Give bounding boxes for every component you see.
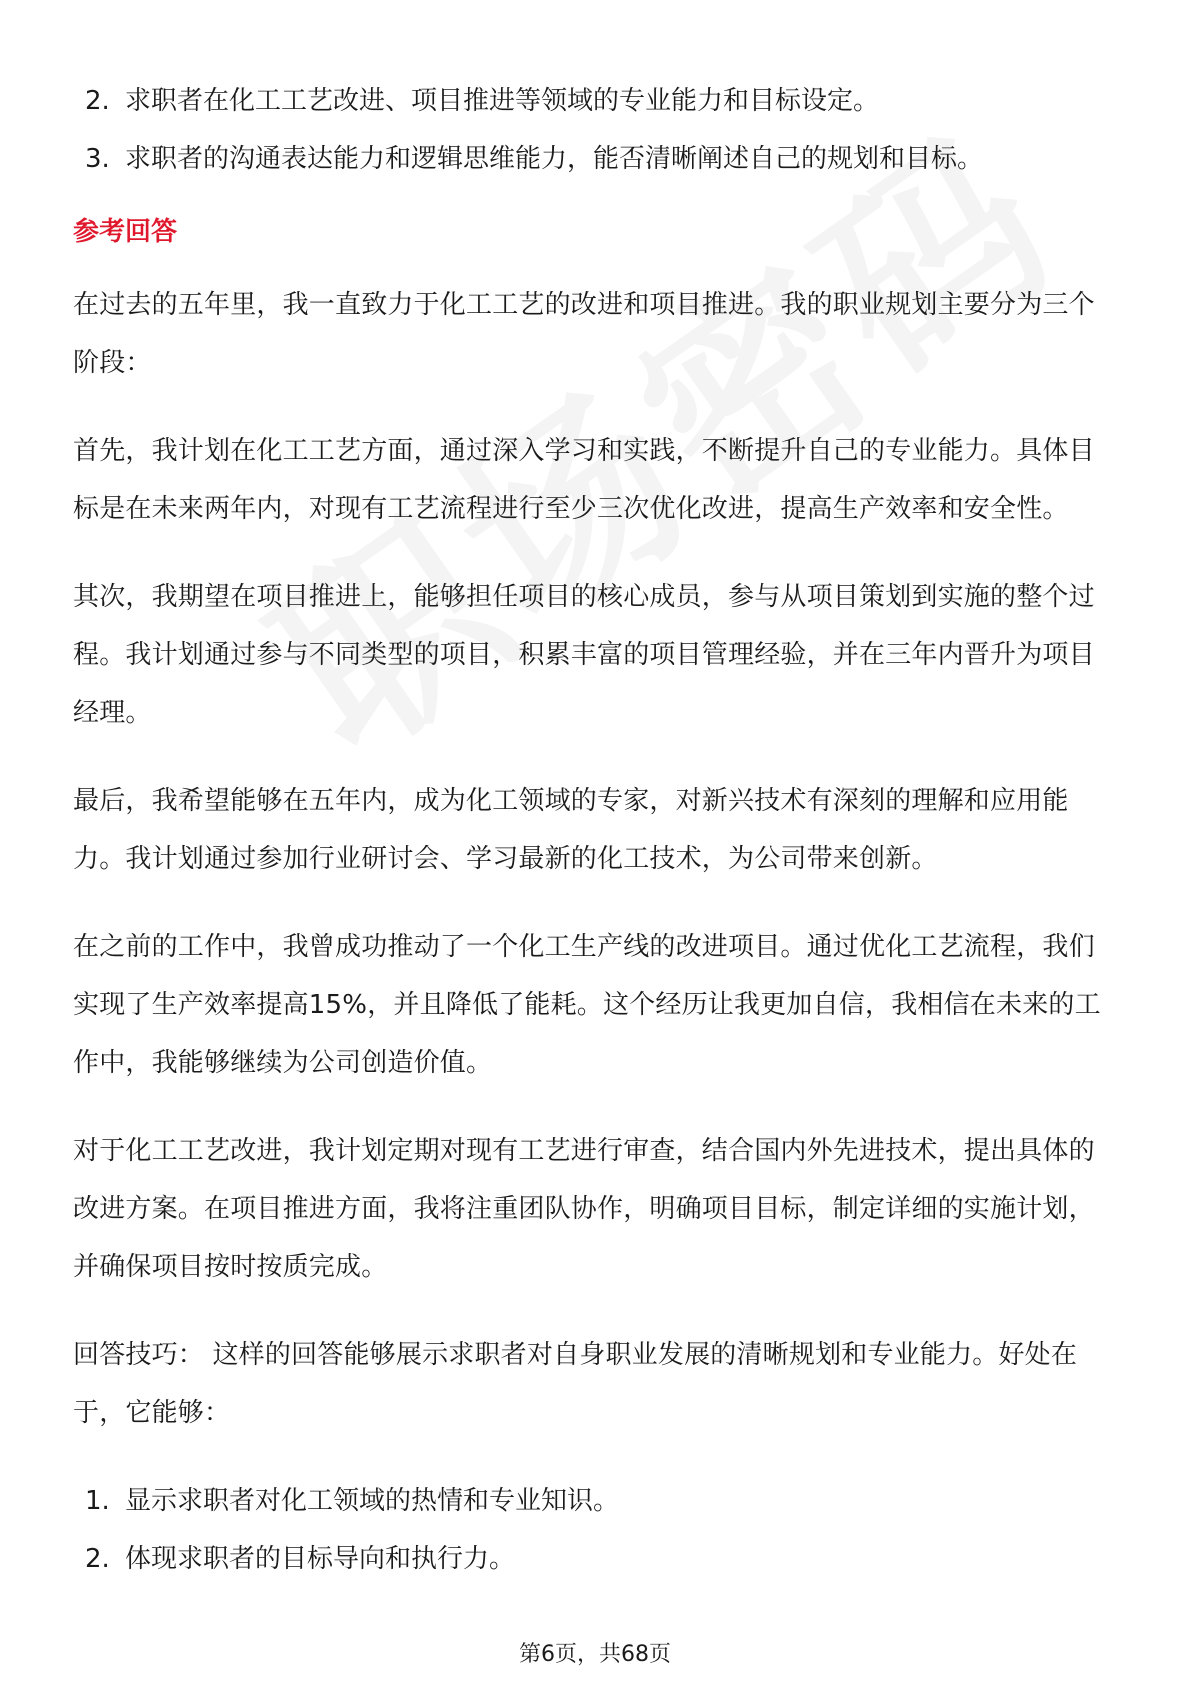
list-item-text: 求职者在化工工艺改进、项目推进等领域的专业能力和目标设定。 xyxy=(125,86,880,116)
paragraph: 其次，我期望在项目推进上，能够担任项目的核心成员，参与从项目策划到实施的整个过程。我计划通过参与不同类型的项目，积累丰富的项目管理经验，并在三年内晋升为项目经理。 xyxy=(73,582,1095,728)
list-item-number: 3. xyxy=(85,144,110,174)
top-numbered-list xyxy=(73,72,1118,188)
list-item xyxy=(73,1530,1118,1588)
list-item-number: 2. xyxy=(85,1544,110,1574)
paragraph: 在过去的五年里，我一直致力于化工工艺的改进和项目推进。我的职业规划主要分为三个阶段： xyxy=(73,290,1095,378)
list-item-text: 显示求职者对化工领域的热情和专业知识。 xyxy=(125,1486,620,1516)
paragraph: 首先，我计划在化工工艺方面，通过深入学习和实践，不断提升自己的专业能力。具体目标是在未来两年内，对现有工艺流程进行至少三次优化改进，提高生产效率和安全性。 xyxy=(73,436,1095,524)
list-item xyxy=(73,72,1118,130)
list-item xyxy=(73,130,1118,188)
paragraph: 回答技巧： 这样的回答能够展示求职者对自身职业发展的清晰规划和专业能力。好处在于，它能够： xyxy=(73,1340,1078,1428)
list-item-number: 1. xyxy=(85,1486,110,1516)
paragraph: 对于化工工艺改进，我计划定期对现有工艺进行审查，结合国内外先进技术，提出具体的改进方案。在项目推进方面，我将注重团队协作，明确项目目标，制定详细的实施计划，并确保项目按时按质完成。 xyxy=(73,1136,1095,1282)
list-item-text: 求职者的沟通表达能力和逻辑思维能力，能否清晰阐述自己的规划和目标。 xyxy=(125,144,984,174)
list-item xyxy=(73,1472,1118,1530)
list-item-number: 2. xyxy=(85,86,110,116)
section-heading: 参考回答 xyxy=(73,217,178,247)
list-item-text: 体现求职者的目标导向和执行力。 xyxy=(125,1544,516,1574)
bottom-numbered-list xyxy=(73,1472,1118,1588)
page-number-footer: 第6页，共68页 xyxy=(519,1642,671,1667)
page-content xyxy=(73,72,1118,1588)
paragraph: 最后，我希望能够在五年内，成为化工领域的专家，对新兴技术有深刻的理解和应用能力。我计划通过参加行业研讨会、学习最新的化工技术，为公司带来创新。 xyxy=(73,786,1069,874)
paragraph: 在之前的工作中，我曾成功推动了一个化工生产线的改进项目。通过优化工艺流程，我们实现了生产效率提高15%，并且降低了能耗。这个经历让我更加自信，我相信在未来的工作中，我能够继续为公司创造价值。 xyxy=(73,932,1101,1078)
